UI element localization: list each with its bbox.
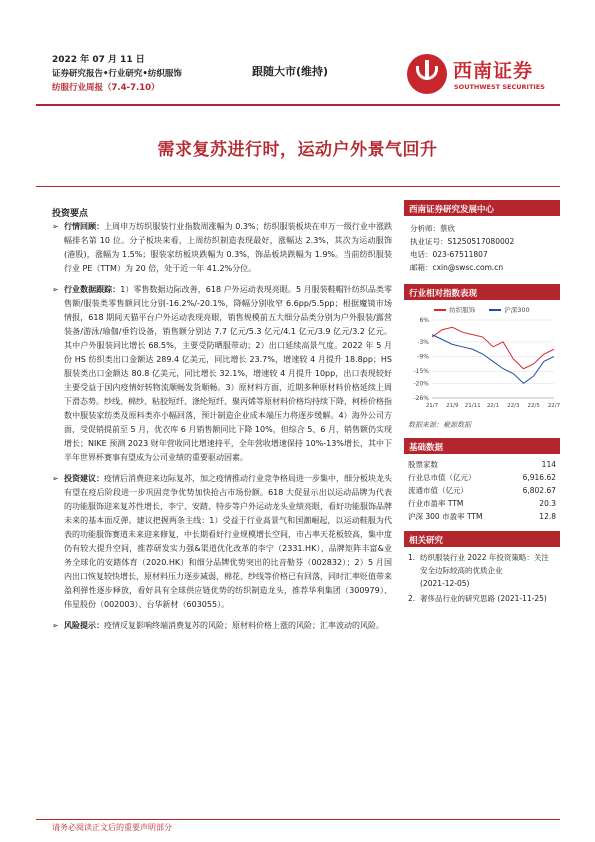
paragraph-head: 行业数据跟踪： — [64, 285, 121, 294]
research-center-title: 西南证券研究发展中心 — [404, 200, 560, 216]
analyst-name: 蔡欣 — [440, 224, 455, 233]
phone-label: 电话： — [410, 250, 433, 259]
legend-label: 沪深300 — [504, 306, 530, 314]
phone-number: 023-67511807 — [432, 250, 488, 259]
chart-legend — [404, 305, 560, 314]
rating: 跟随大市(维持) — [252, 65, 329, 78]
analyst-label: 分析师： — [410, 224, 440, 233]
x-tick-label: 21/7 — [425, 403, 439, 409]
related-text: 奢侈品行业的研究思路 — [420, 594, 495, 603]
license-number: S1250517080002 — [447, 237, 515, 246]
email-label: 邮箱： — [410, 263, 433, 272]
basic-data-value: 6,802.67 — [522, 486, 556, 495]
related-list — [404, 547, 560, 611]
basic-data-row — [404, 510, 560, 523]
index-chart — [404, 284, 560, 432]
basic-data-title: 基础数据 — [404, 438, 560, 454]
sidebar — [404, 200, 560, 611]
legend-label: 纺织服饰 — [449, 306, 476, 314]
basic-data-row — [404, 458, 560, 471]
bullet-icon: ➢ — [52, 222, 59, 231]
basic-data-row — [404, 497, 560, 510]
y-tick-label: -20% — [413, 380, 429, 388]
email-link[interactable]: cxin@swsc.com.cn — [432, 263, 504, 272]
paragraph-text: 1）零售数据边际改善，618 户外运动表现亮眼。5 月服装鞋帽针纺织品类零售额/服装类零售额同比分别-16.2%/-20.1%，降幅分别收窄 6.6pp/5.5pp；根据魔镜市场情报，618 期间天猫平台户外运动表现亮眼，销售规模前五大细分品类分别为户外服装/露营装备/游泳/瑜伽/垂钓设备，销售额分别达 7.7 亿元/5.3 亿元/4.1 亿元/3.9 亿元/3.2 亿元。其中户外服装同比增长 68.5%，主要受防晒服带动；2）出口延续高景气度。2022 年 5 月份 HS 纺织类出口金额达 289.4 亿美元，同比增长 23.7%，增速较 4 月提升 18.8pp；HS 服装类出口金额达 80.8 亿美元，同比增长 32.1%，增速较 4 月提升 10pp，出口表现较好主要受益于国内疫情好转物流顺畅发货顺畅。3）原材料方面，近期多种原材料价格延续上周下滑态势。纱线、棉纱、粘胶短纤、涤纶短纤、聚丙烯等原材料价格均持续下降，柯桥价格指数中服装家纺类及原料类亦小幅回落，预计制造企业成本端压力将逐步缓解。4）海外公司方面，受促销提前至 5 月，优衣库 6 月销售额同比下降 10%，但综合 5、6 月，销售额仍实现增长；NIKE 预测 2023 财年营收同比增速持平，全年营收增速保持 10%-13%增长，其中下半年世界杯赛事有望成为公司业绩的重要驱动因素。 — [64, 285, 392, 462]
related-date: (2021-11-25) — [497, 594, 547, 603]
y-tick-label: -9% — [417, 353, 429, 361]
basic-data-label: 股票家数 — [408, 460, 438, 469]
logo-mark-icon — [407, 54, 447, 94]
paragraph-text: 上周申万纺织服装行业指数周涨幅为 0.3%；纺织服装板块在申万一级行业中涨跌幅排名第 10 位。分子板块来看，上周纺织制造表现最好，涨幅达 2.3%，其次为运动服饰(港股)，涨幅为 1.5%；服装家纺板块跌幅为 0.3%，饰品板块跌幅为 1.9%。当前纺织服装行业 PE（TTM）为 20 倍，处于近一年 41.2%分位。 — [64, 222, 392, 273]
basic-data-label: 行业市盈率 TTM — [408, 499, 464, 508]
basic-data-label: 流通市值（亿元） — [408, 486, 468, 495]
chart-plot — [404, 314, 560, 414]
basic-data-value: 20.3 — [539, 499, 556, 508]
paragraph-review — [52, 220, 392, 276]
legend-item-hs300 — [489, 305, 529, 314]
x-tick-label: 22/3 — [507, 403, 520, 409]
page-title: 需求复苏进行时，运动户外景气回升 — [157, 140, 438, 160]
related-title: 相关研究 — [404, 531, 560, 547]
paragraph-suggestion — [52, 472, 392, 612]
basic-data-row — [404, 471, 560, 484]
paragraph-text: 疫情反复影响终端消费复苏的风险；原材料价格上涨的风险；汇率波动的风险。 — [104, 621, 384, 630]
related-date: (2021-12-05) — [420, 579, 470, 588]
x-tick-label: 21/11 — [464, 403, 481, 409]
basic-data-value: 6,916.62 — [522, 473, 556, 482]
source-value: 聚源数据 — [443, 421, 471, 429]
chart-title: 行业相对指数表现 — [404, 284, 560, 300]
paragraph-data — [52, 283, 392, 465]
basic-data-label: 行业总市值（亿元） — [408, 473, 476, 482]
paragraph-head: 投资建议： — [64, 474, 104, 483]
y-tick-label: -15% — [413, 368, 429, 376]
basic-data-value: 114 — [541, 460, 556, 469]
section-label: 投资要点 — [52, 209, 89, 219]
title-divider — [36, 186, 560, 187]
series-line — [432, 327, 554, 368]
header-divider — [36, 104, 560, 106]
x-tick-label: 22/7 — [547, 403, 560, 409]
source-label: 数据来源： — [408, 421, 443, 429]
related-num: 2. — [408, 594, 416, 603]
report-header — [52, 53, 182, 95]
paragraph-head: 风险提示： — [64, 621, 104, 630]
analyst-info — [404, 216, 560, 278]
y-tick-label: -3% — [417, 338, 429, 346]
related-text: 纺织服装行业 2022 年投资策略：关注安全边际较高的优质企业 — [420, 553, 549, 575]
x-tick-label: 22/5 — [527, 403, 540, 409]
license-label: 执业证号： — [410, 237, 448, 246]
company-logo — [407, 52, 557, 96]
paragraph-text: 疫情后消费迎来边际复苏，加之疫情推动行业竞争格局进一步集中，细分板块龙头有望在疫后阶段进一步巩固竞争优势加快抢占市场份额。618 大促显示出以运动品牌为代表的功能服饰迎来复苏性增长，李宁、安踏、特步等户外运动龙头业绩亮眼，看好功能服饰品牌未来的基本面反弹。建议把握两条主线：1）受益于行业高景气和国潮崛起，以运动鞋服为代表的功能服饰赛道未来迎来修复，中长期看好行业规模增长空间，市占率天花板较高，集中度仍有较大提升空间，推荐研发实力强&渠道优化改革的李宁（2331.HK）、品牌矩阵丰富&业务全球化的安踏体育（2020.HK）和细分品牌优势突出的比音勒芬（002832）；2）5 月国内出口恢复较快增长，原材料压力逐步减弱，棉花、纱线等价格已有回落，同时汇率贬值带来盈利弹性逐步释放，看好具有全球供应链优势的纺织制造龙头，推荐华利集团（300979）、伟星股份（002003）、台华新材（603055）。 — [64, 474, 392, 609]
report-date: 2022 年 07 月 11 日 — [52, 55, 145, 65]
bullet-icon: ➢ — [52, 285, 59, 294]
x-tick-label: 22/1 — [486, 403, 500, 409]
basic-data-value: 12.8 — [539, 512, 556, 521]
related-item[interactable] — [408, 551, 556, 590]
y-tick-label: 6% — [419, 317, 429, 324]
logo-text-cn: 西南证券 — [453, 60, 534, 82]
report-type: 证券研究报告•行业研究•纺织服饰 — [52, 69, 182, 79]
footer-disclaimer: 请务必阅读正文后的重要声明部分 — [52, 823, 172, 832]
basic-data-row — [404, 484, 560, 497]
bullet-icon: ➢ — [52, 621, 59, 630]
basic-data-table — [404, 458, 560, 523]
legend-item-industry — [434, 305, 475, 314]
chart-source — [404, 418, 560, 432]
paragraph-head: 行情回顾： — [64, 222, 105, 231]
footer-divider — [36, 819, 560, 820]
bullet-icon: ➢ — [52, 474, 59, 483]
basic-data-label: 沪深 300 市盈率 TTM — [408, 512, 483, 521]
related-item[interactable] — [408, 592, 556, 605]
y-tick-label: -26% — [413, 395, 429, 402]
body-column — [52, 220, 392, 640]
paragraph-risk — [52, 619, 392, 633]
logo-text-en: SOUTHWEST SECURITIES — [454, 83, 545, 91]
related-num: 1. — [408, 553, 416, 562]
x-tick-label: 21/9 — [446, 403, 459, 409]
weekly-label: 纺服行业周报（7.4-7.10） — [52, 83, 160, 93]
